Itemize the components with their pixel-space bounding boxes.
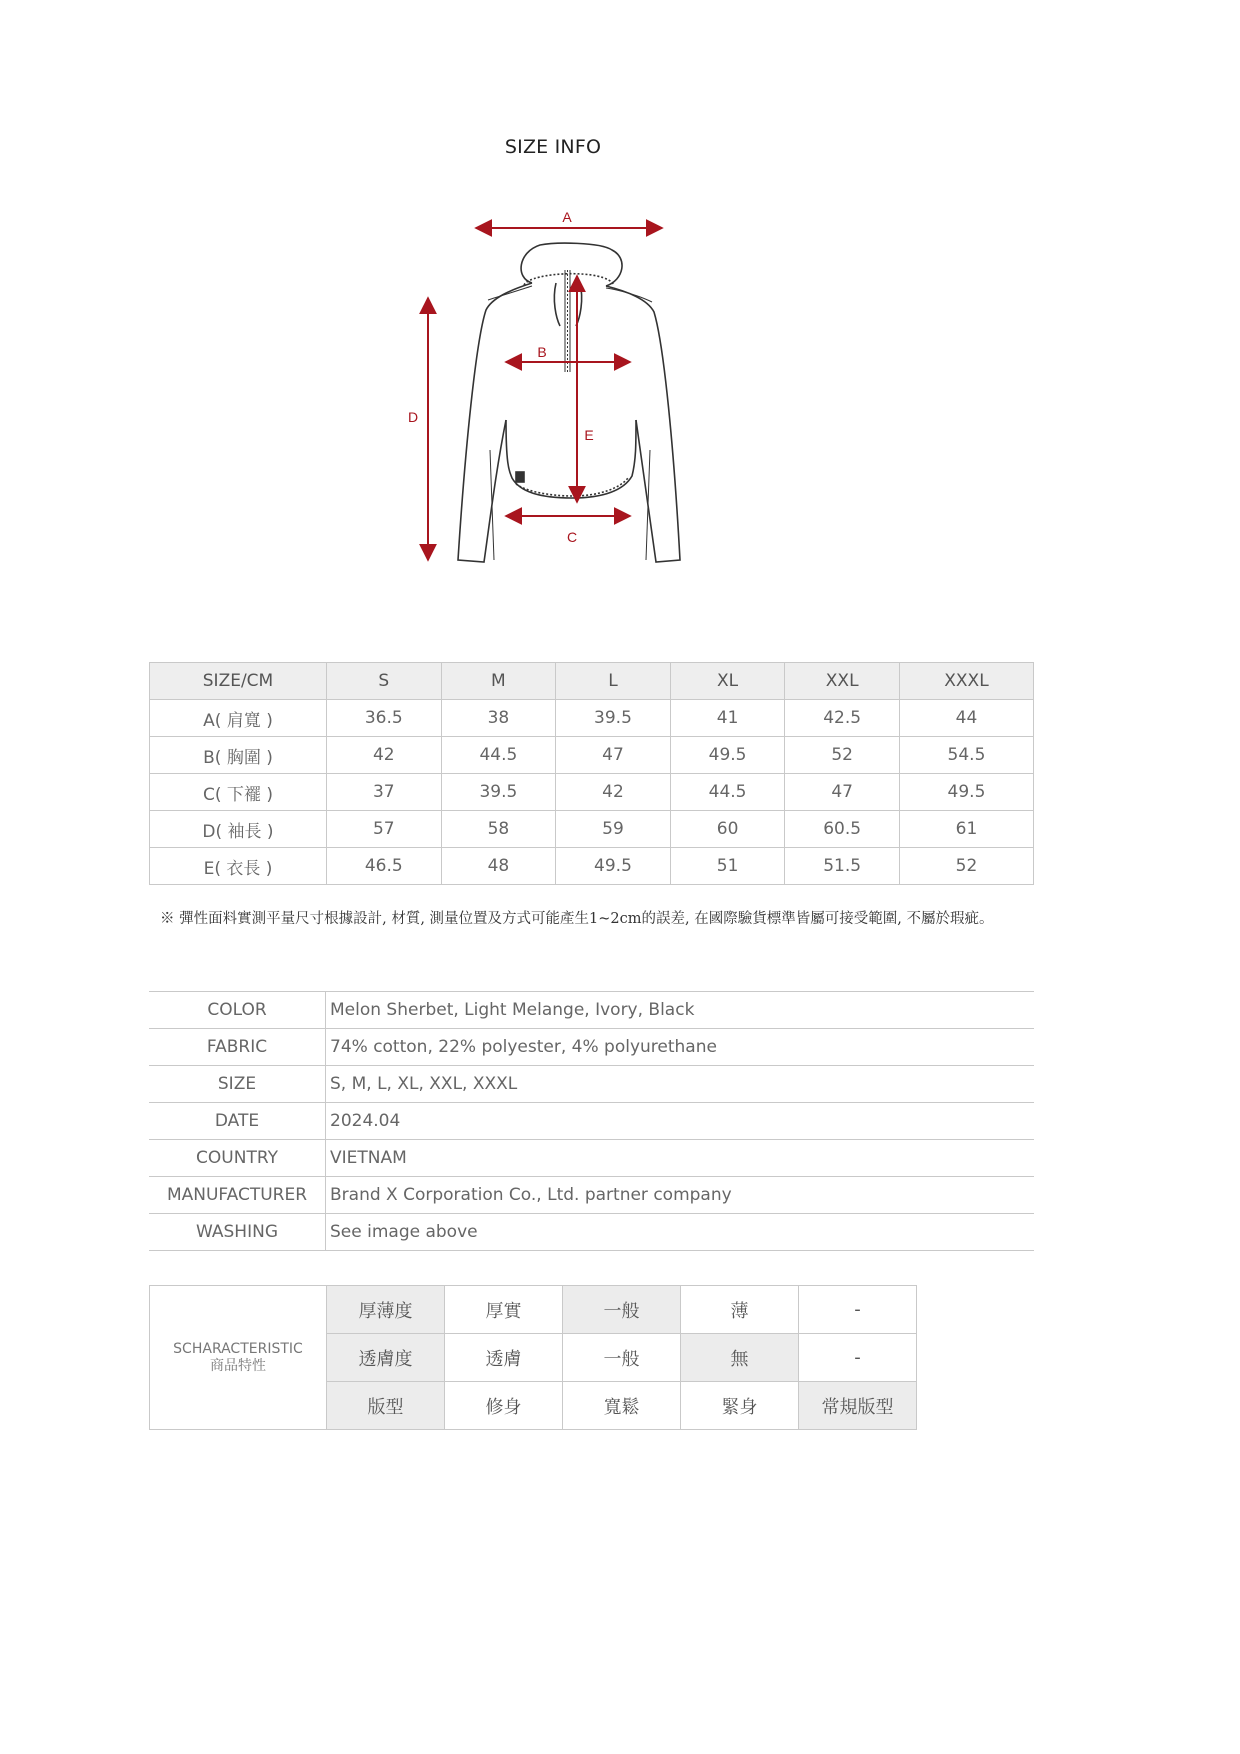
size-table-header (150, 663, 1034, 700)
table-cell: 44.5 (441, 737, 556, 774)
info-value: 2024.04 (326, 1103, 1035, 1140)
table-cell: 51.5 (785, 848, 900, 885)
header-l: L (556, 663, 671, 700)
info-key: COUNTRY (149, 1140, 326, 1177)
table-row (150, 774, 1034, 811)
table-cell: 52 (785, 737, 900, 774)
info-row-date (149, 1103, 1034, 1140)
info-value: VIETNAM (326, 1140, 1035, 1177)
hoodie-measurement-diagram (400, 196, 700, 576)
attribute-option: 厚實 (445, 1286, 563, 1334)
table-cell: 57 (327, 811, 442, 848)
label-c: C (566, 529, 578, 545)
header-m: M (441, 663, 556, 700)
info-key: COLOR (149, 992, 326, 1029)
header-size-cm: SIZE/CM (150, 663, 327, 700)
characteristic-row-thickness (150, 1286, 917, 1334)
table-row (150, 848, 1034, 885)
info-value: 74% cotton, 22% polyester, 4% polyurethane (326, 1029, 1035, 1066)
table-cell: 60.5 (785, 811, 900, 848)
row-label: D( 袖長 ) (150, 811, 327, 848)
label-b: B (537, 344, 547, 360)
info-key: MANUFACTURER (149, 1177, 326, 1214)
table-cell: 54.5 (899, 737, 1033, 774)
info-value: Melon Sherbet, Light Melange, Ivory, Black (326, 992, 1035, 1029)
table-row (150, 737, 1034, 774)
table-cell: 37 (327, 774, 442, 811)
table-cell: 39.5 (556, 700, 671, 737)
attribute-option-selected: 一般 (563, 1286, 681, 1334)
table-cell: 49.5 (670, 737, 785, 774)
table-cell: 48 (441, 848, 556, 885)
header-xxl: XXL (785, 663, 900, 700)
table-cell: 47 (785, 774, 900, 811)
product-info-table (149, 991, 1034, 1251)
page-title: SIZE INFO (504, 136, 602, 158)
header-s: S (327, 663, 442, 700)
info-row-washing (149, 1214, 1034, 1251)
attribute-option: 薄 (681, 1286, 799, 1334)
attribute-name: 版型 (327, 1382, 445, 1430)
row-label: B( 胸圍 ) (150, 737, 327, 774)
info-key: SIZE (149, 1066, 326, 1103)
attribute-option-selected: 常規版型 (799, 1382, 917, 1430)
attribute-option: 緊身 (681, 1382, 799, 1430)
label-a: A (562, 209, 572, 225)
table-row (150, 811, 1034, 848)
info-row-manufacturer (149, 1177, 1034, 1214)
table-cell: 52 (899, 848, 1033, 885)
label-d: D (407, 409, 419, 425)
info-value: See image above (326, 1214, 1035, 1251)
table-cell: 44.5 (670, 774, 785, 811)
table-cell: 39.5 (441, 774, 556, 811)
table-row (150, 700, 1034, 737)
table-cell: 61 (899, 811, 1033, 848)
info-key: WASHING (149, 1214, 326, 1251)
table-cell: 42.5 (785, 700, 900, 737)
attribute-option: - (799, 1286, 917, 1334)
info-row-fabric (149, 1029, 1034, 1066)
characteristic-label (150, 1286, 327, 1430)
table-cell: 47 (556, 737, 671, 774)
measurement-arrows (428, 228, 662, 560)
info-row-size (149, 1066, 1034, 1103)
info-value: S, M, L, XL, XXL, XXXL (326, 1066, 1035, 1103)
table-cell: 38 (441, 700, 556, 737)
table-cell: 60 (670, 811, 785, 848)
row-label: A( 肩寬 ) (150, 700, 327, 737)
info-row-country (149, 1140, 1034, 1177)
info-key: FABRIC (149, 1029, 326, 1066)
table-cell: 49.5 (556, 848, 671, 885)
attribute-option-selected: 無 (681, 1334, 799, 1382)
attribute-option: 透膚 (445, 1334, 563, 1382)
attribute-option: 一般 (563, 1334, 681, 1382)
row-label: C( 下襬 ) (150, 774, 327, 811)
characteristic-label-en: SCHARACTERISTIC (173, 1340, 303, 1357)
table-cell: 51 (670, 848, 785, 885)
attribute-option: 寬鬆 (563, 1382, 681, 1430)
attribute-option: - (799, 1334, 917, 1382)
attribute-option: 修身 (445, 1382, 563, 1430)
table-cell: 58 (441, 811, 556, 848)
measurement-note: ※ 彈性面料實測平量尺寸根據設計, 材質, 測量位置及方式可能產生1~2cm的誤差, 在國際驗貨標準皆屬可接受範圍, 不屬於瑕疵。 (160, 911, 994, 927)
row-label: E( 衣長 ) (150, 848, 327, 885)
table-cell: 36.5 (327, 700, 442, 737)
info-key: DATE (149, 1103, 326, 1140)
table-cell: 49.5 (899, 774, 1033, 811)
attribute-name: 厚薄度 (327, 1286, 445, 1334)
characteristic-label-zh: 商品特性 (210, 1357, 266, 1374)
table-cell: 42 (327, 737, 442, 774)
attribute-name: 透膚度 (327, 1334, 445, 1382)
table-cell: 59 (556, 811, 671, 848)
hoodie-outline (458, 243, 680, 562)
table-cell: 42 (556, 774, 671, 811)
header-xxxl: XXXL (899, 663, 1033, 700)
header-xl: XL (670, 663, 785, 700)
table-cell: 41 (670, 700, 785, 737)
size-table (149, 662, 1034, 885)
table-cell: 46.5 (327, 848, 442, 885)
characteristic-table (149, 1285, 917, 1430)
info-row-color (149, 992, 1034, 1029)
table-cell: 44 (899, 700, 1033, 737)
info-value: Brand X Corporation Co., Ltd. partner company (326, 1177, 1035, 1214)
label-e: E (584, 427, 594, 443)
